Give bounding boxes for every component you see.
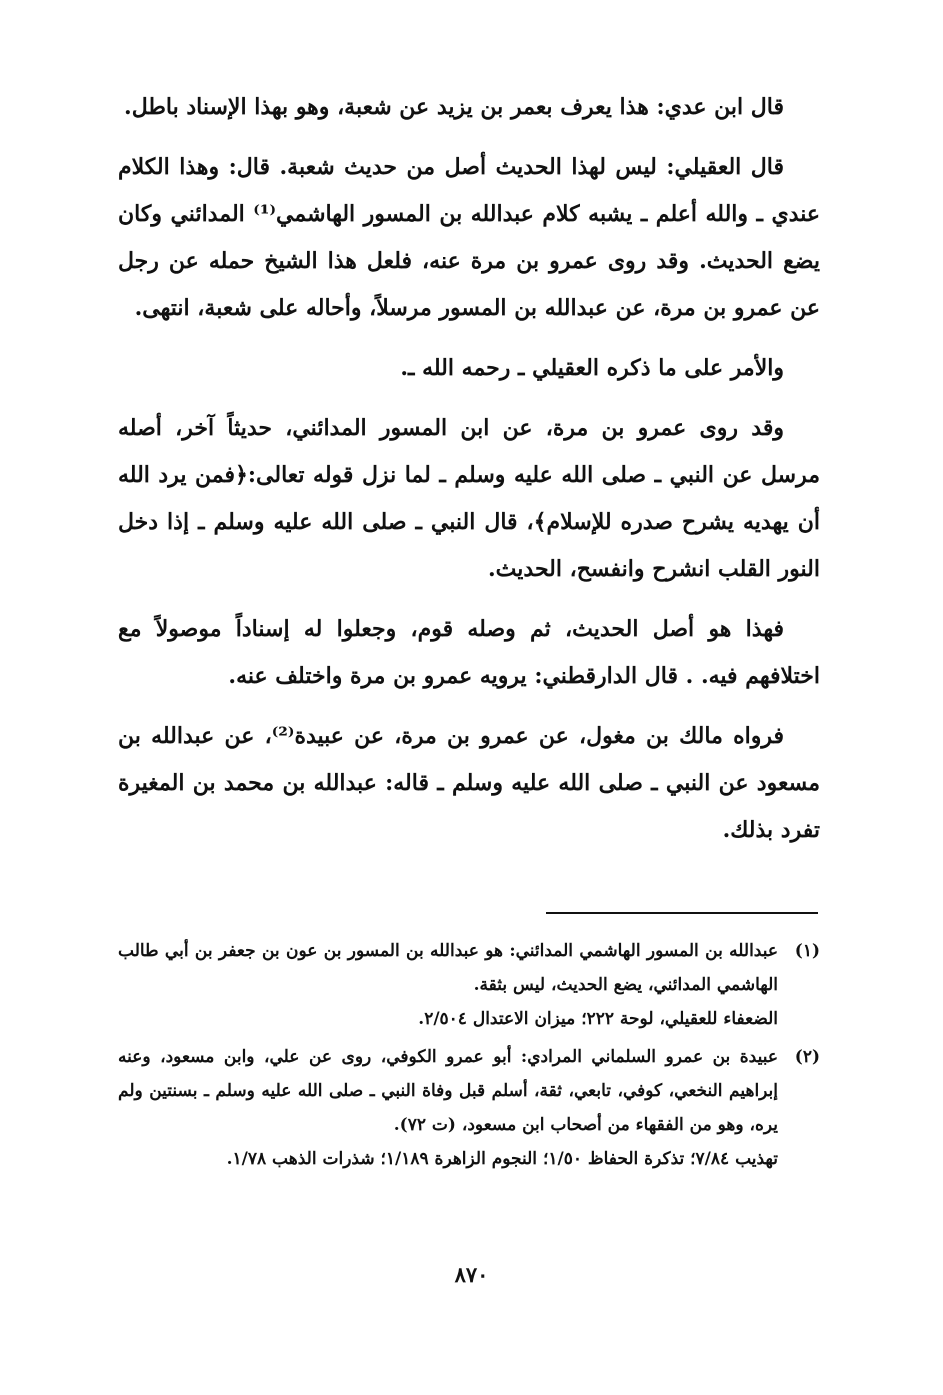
footnote-number: (١) — [794, 941, 820, 961]
footnote-references: الضعفاء للعقيلي، لوحة ٢٢٢؛ ميزان الاعتدال ٢/٥٠٤. — [418, 1009, 778, 1029]
paragraph-daraqutni: فهذا هو أصل الحديث، ثم وصله قوم، وجعلوا له إسناداً موصولاً مع اختلافهم فيه. . قال الدارقطني: يرويه عمرو بن مرة واختلف عنه. — [118, 616, 820, 689]
footnote-2 — [118, 1040, 820, 1176]
footnote-1 — [118, 934, 820, 1036]
footnote-divider — [546, 912, 818, 914]
footnote-references: تهذيب ٧/٨٤؛ تذكرة الحفاظ ١/٥٠؛ النجوم الزاهرة ١/١٨٩؛ شذرات الذهب ١/٧٨. — [226, 1149, 778, 1169]
footnotes — [118, 934, 820, 1180]
footnote-body — [118, 934, 778, 1036]
paragraph-uqayli: قال العقيلي: ليس لهذا الحديث أصل من حديث شعبة. قال: وهذا الكلام عندي ـ والله أعلم ـ يشبه كلام عبدالله بن المسور الهاشمي⁽¹⁾ المدائني وكان يضع الحديث. وقد روى عمرو بن مرة عنه، فلعل هذا الشيخ حمله عن رجل عن عمرو بن مرة، عن عبدالله بن المسور مرسلاً، وأحاله على شعبة، انتهى. — [118, 154, 821, 321]
page-number: ٨٧٠ — [454, 1262, 489, 1287]
footnote-text: عبيدة بن عمرو السلماني المرادي: أبو عمرو الكوفي، روى عن علي، وابن مسعود، وعنه إبراهيم النخعي، كوفي، تابعي، ثقة، أسلم قبل وفاة النبي ـ صلى الله عليه وسلم ـ بسنتين ولم يره، وهو من الفقهاء من أصحاب ابن مسعود، (ت ٧٢). — [118, 1047, 778, 1135]
paragraph-conclusion: والأمر على ما ذكره العقيلي ـ رحمه الله ـ. — [400, 355, 784, 381]
paragraph-malik-ibn-mighwal: فرواه مالك بن مغول، عن عمرو بن مرة، عن عبيدة⁽²⁾، عن عبدالله بن مسعود عن النبي ـ صلى الله عليه وسلم ـ قاله: عبدالله بن محمد بن المغيرة تفرد بذلك. — [118, 723, 820, 843]
paragraph-ibn-adi: قال ابن عدي: هذا يعرف بعمر بن يزيد عن شعبة، وهو بهذا الإسناد باطل. — [124, 94, 784, 120]
main-text — [118, 84, 820, 867]
footnote-number: (٢) — [794, 1047, 820, 1067]
footnote-body — [118, 1040, 778, 1176]
paragraph-another-hadith: وقد روى عمرو بن مرة، عن ابن المسور المدائني، حديثاً آخر، أصله مرسل عن النبي ـ صلى الله عليه وسلم ـ لما نزل قوله تعالى:﴿فمن يرد الله أن يهديه يشرح صدره للإسلام﴾، قال النبي ـ صلى الله عليه وسلم ـ إذا دخل النور القلب انشرح وانفسح، الحديث. — [118, 415, 820, 582]
footnote-text: عبدالله بن المسور الهاشمي المدائني: هو عبدالله بن المسور بن عون بن جعفر بن أبي طالب الهاشمي المدائني، يضع الحديث، ليس بثقة. — [118, 941, 778, 995]
